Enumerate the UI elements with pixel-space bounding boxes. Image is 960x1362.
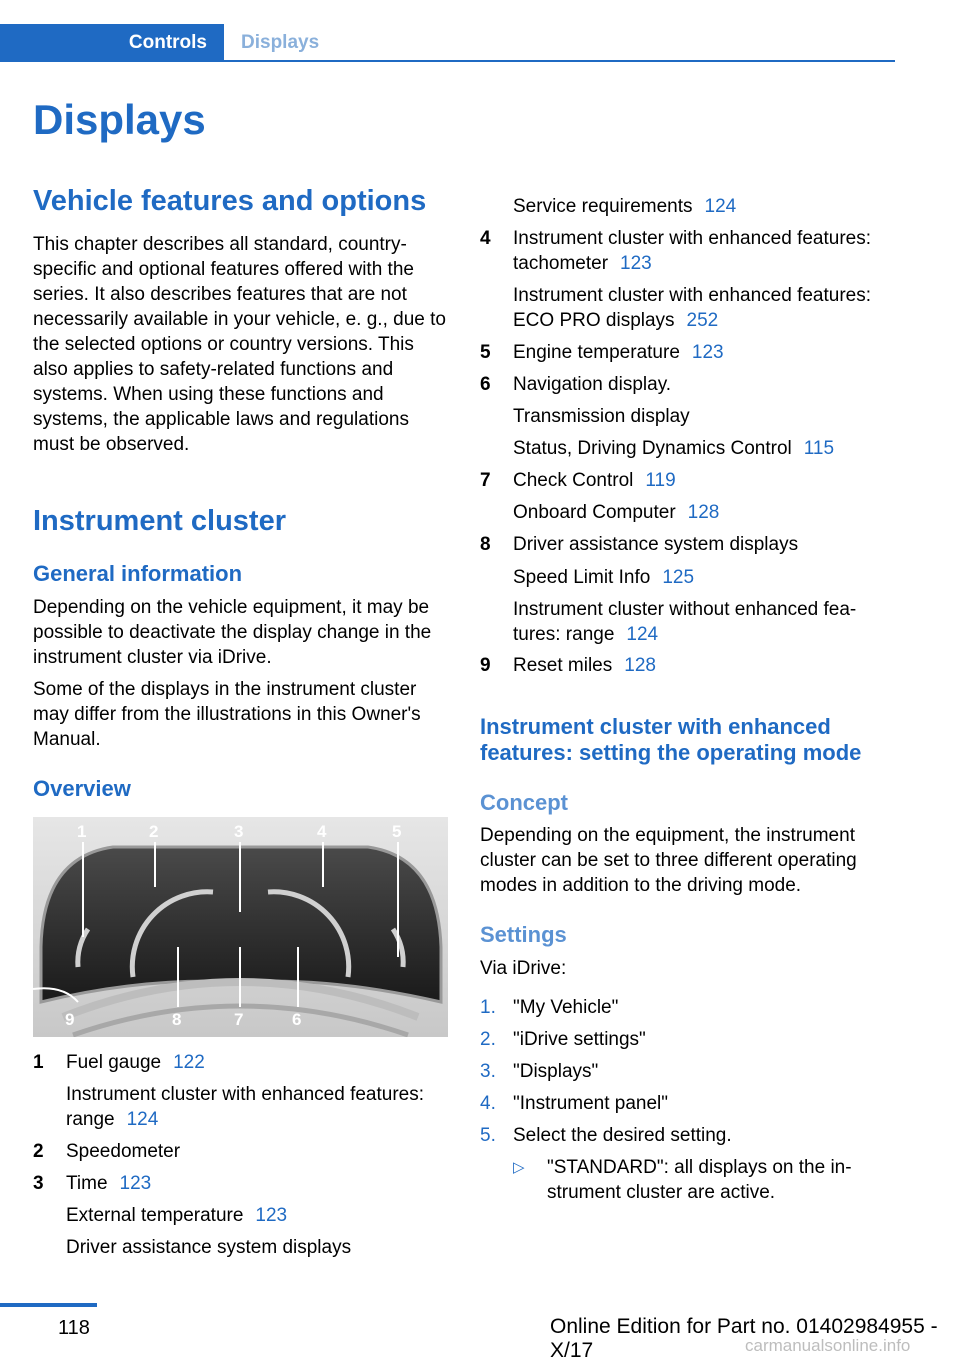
legend-text: Status, Driving Dynamics Control [513,438,792,459]
legend-text: Driver assistance system displays [513,534,799,555]
general-info-paragraph-2: Some of the displays in the instrument cluster may differ from the illustrations in this Owner's Manual. [33,679,421,750]
step-text: "My Vehicle" [513,997,619,1018]
legend-text: Instrument cluster without enhanced fea- [513,599,857,620]
legend-text-cont: range [66,1109,115,1130]
page-reference-link[interactable]: 124 [126,1109,159,1130]
instrument-cluster-illustration [33,817,448,1037]
heading-concept: Concept [480,790,568,815]
legend-text: Speedometer [66,1141,181,1162]
callout-6: 6 [292,1010,302,1029]
page-reference-link[interactable]: 252 [686,310,719,331]
legend-text-cont: tachometer [513,253,609,274]
legend-text: Instrument cluster with enhanced features: [513,285,872,306]
legend-number: 6 [480,374,491,395]
page-reference-link[interactable]: 119 [645,470,676,491]
legend-text: Engine temperature [513,342,680,363]
step-text: Select the desired setting. [513,1125,732,1146]
step-text: "Displays" [513,1061,599,1082]
page-reference-link[interactable]: 123 [620,253,652,274]
via-idrive-text: Via iDrive: [480,958,567,979]
legend-number: 7 [480,470,491,491]
callout-1: 1 [77,822,87,841]
page-reference-link[interactable]: 123 [691,342,724,363]
legend-number: 1 [33,1052,44,1073]
legend-text-cont: tures: range [513,624,615,645]
legend-text: Driver assistance system displays [66,1237,352,1258]
step-text: "Instrument panel" [513,1093,669,1114]
footer-rule [0,1303,97,1307]
tab-controls[interactable]: Controls [0,24,224,62]
page-reference-link[interactable]: 124 [626,624,659,645]
legend-number: 5 [480,342,491,363]
callout-3: 3 [234,822,244,841]
legend-number: 8 [480,534,491,555]
legend-text: Instrument cluster with enhanced features: [66,1084,425,1105]
heading-operating-mode: Instrument cluster with enhanced features: setting the operating mode [480,714,862,765]
step-number: 4. [480,1093,496,1114]
concept-paragraph: Depending on the equipment, the instrument cluster can be set to three different operating modes in addition to the driving mode. [480,825,857,896]
legend-text: Speed Limit Info [513,567,651,588]
legend-text: External temperature [66,1205,244,1226]
option-text: "STANDARD": all displays on the in-strument cluster are active. [547,1157,852,1203]
legend-text: Transmission display [513,406,690,427]
heading-settings: Settings [480,922,567,947]
legend-number: 9 [480,655,491,676]
page-reference-link[interactable]: 122 [173,1052,205,1073]
legend-number: 3 [33,1173,44,1194]
step-number: 5. [480,1125,496,1146]
step-text: "iDrive settings" [513,1029,646,1050]
legend-text: Navigation display. [513,374,672,395]
legend-text: Time [66,1173,108,1194]
watermark: carmanualsonline.info [745,1336,911,1355]
instrument-cluster-drawing [33,817,448,1037]
page-reference-link[interactable]: 128 [624,655,656,676]
page-reference-link[interactable]: 128 [687,502,720,523]
triangle-right-icon: ▷ [513,1159,525,1176]
legend-number: 2 [33,1141,44,1162]
step-number: 2. [480,1029,496,1050]
vehicle-features-paragraph: This chapter describes all standard, country-specific and optional features offered with the series. It also describes features that are not necessarily available in your vehicle, e. g., due to the selected options or country versions. This also applies to safety-related functions and systems. When using these functions and systems, the applicable laws and regulations must be observed. [33,234,446,455]
step-number: 1. [480,997,496,1018]
heading-vehicle-features: Vehicle features and options [33,185,427,217]
page-reference-link[interactable]: 123 [255,1205,288,1226]
callout-7: 7 [234,1010,244,1029]
page-title: Displays [33,96,206,143]
page-reference-link[interactable]: 125 [662,567,695,588]
legend-text: Onboard Computer [513,502,676,523]
heading-general-information: General information [33,561,243,586]
edition-note: Online Edition for Part no. 01402984955 - X/17 [550,1315,938,1362]
legend-text-cont: ECO PRO displays [513,310,675,331]
heading-instrument-cluster: Instrument cluster [33,505,286,537]
page-reference-link[interactable]: 123 [119,1173,152,1194]
callout-8: 8 [172,1010,182,1029]
callout-9: 9 [65,1010,75,1029]
heading-overview: Overview [33,776,131,801]
page-reference-link[interactable]: 124 [704,196,737,217]
tab-displays[interactable]: Displays [241,32,320,53]
legend-text: Check Control [513,470,634,491]
page-number: 118 [58,1317,90,1339]
callout-5: 5 [392,822,402,841]
legend-text: Instrument cluster with enhanced features: [513,228,872,249]
legend-text: Service requirements [513,196,693,217]
general-info-paragraph-1: Depending on the vehicle equipment, it may be possible to deactivate the display change in the instrument cluster via iDrive. [33,597,432,668]
legend-text: Fuel gauge [66,1052,162,1073]
legend-number: 4 [480,228,491,249]
step-number: 3. [480,1061,496,1082]
callout-2: 2 [149,822,159,841]
callout-4: 4 [317,822,327,841]
legend-text: Reset miles [513,655,613,676]
chapter-tab-bar [0,24,895,62]
page-reference-link[interactable]: 115 [803,438,835,459]
